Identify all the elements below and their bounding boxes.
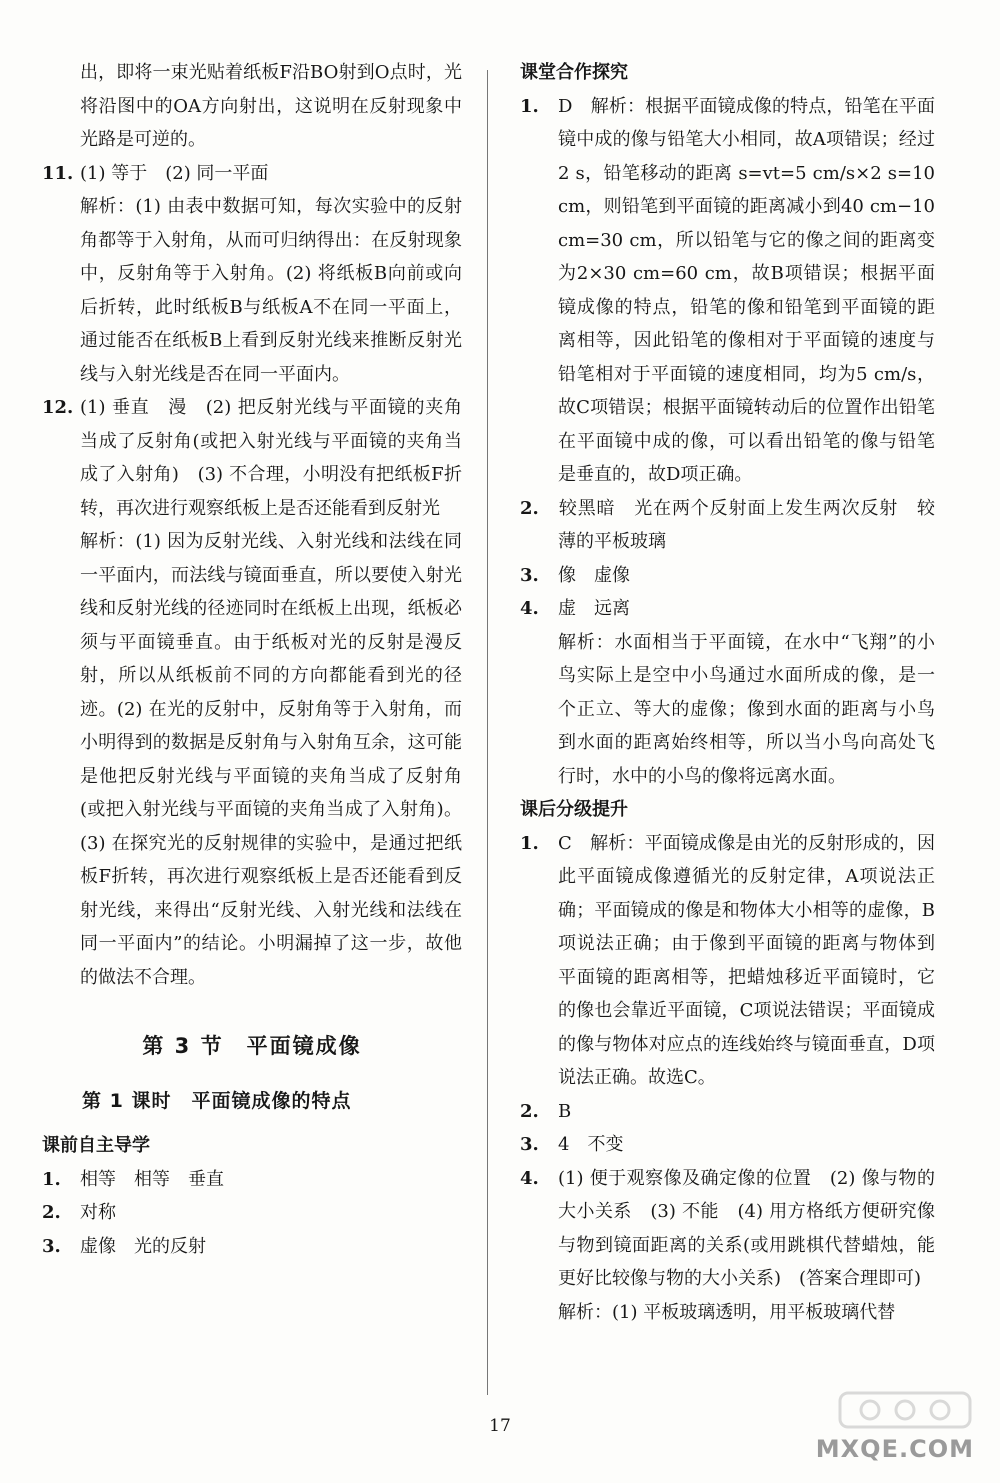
after-item-2 [520, 1095, 935, 1129]
q12-answer [42, 391, 462, 525]
class-item-2 [520, 492, 935, 559]
class-item-4-analysis: 解析：水面相当于平面镜，在水中“飞翔”的小鸟实际上是空中小鸟通过水面所成的像，是一个正立、等大的虚像；像到水面的距离与小鸟到水面的距离始终相等，所以当小鸟向高处飞行时，水中的小鸟的像将远离水面。 [558, 631, 935, 787]
q11-analysis: 解析：(1) 由表中数据可知，每次实验中的反射角都等于入射角，从而可归纳得出：在反射现象中，反射角等于入射角。(2) 将纸板B向前或向后折转，此时纸板B与纸板A不在同一平面上，通过能否在纸板B上看到反射光线来推断反射光线与入射光线是否在同一平面内。 [80, 196, 462, 385]
pre-item-3 [42, 1230, 462, 1264]
pre-item-1-number: 1. [42, 1168, 61, 1190]
after-item-4-analysis: 解析：(1) 平板玻璃透明，用平板玻璃代替 [558, 1301, 896, 1323]
right-column [520, 56, 935, 1329]
q11-answer-text: (1) 等于 (2) 同一平面 [80, 162, 269, 184]
q11-number: 11. [42, 162, 74, 184]
column-divider [487, 70, 488, 1395]
q12-analysis: 解析：(1) 因为反射光线、入射光线和法线在同一平面内，而法线与镜面垂直，所以要使入射光线和反射光线的径迹同时在纸板上出现，纸板必须与平面镜垂直。由于纸板对光的反射是漫反射，所以从纸板前不同的方向都能看到光的径迹。(2) 在光的反射中，反射角等于入射角，而小明得到的数据是反射角与入射角互余，这可能是他把反射光线与平面镜的夹角当成了反射角(或把入射光线与平面镜的夹角当成了入射角)。(3) 在探究光的反射规律的实验中，是通过把纸板F折转，再次进行观察纸板上是否还能看到反射光线，来得出“反射光线、入射光线和法线在同一平面内”的结论。小明漏掉了这一步，故他的做法不合理。 [80, 531, 462, 988]
in-class-heading: 课堂合作探究 [520, 62, 628, 83]
pre-class-heading: 课前自主导学 [42, 1135, 150, 1156]
after-item-3 [520, 1128, 935, 1162]
after-item-1-text: C 解析：平面镜成像是由光的反射形成的，因此平面镜成像遵循光的反射定律，A项说法正确；平面镜成的像是和物体大小相等的虚像，B项说法正确；由于像到平面镜的距离与物体到平面镜的距离相等，把蜡烛移近平面镜时，它的像也会靠近平面镜，C项说法错误；平面镜成的像与物体对应点的连线始终与镜面垂直，D项说法正确。故选C。 [558, 832, 935, 1088]
page-number: 17 [489, 1416, 511, 1436]
pre-item-3-number: 3. [42, 1235, 61, 1257]
after-item-1 [520, 827, 935, 1095]
class-item-3 [520, 559, 935, 593]
lesson-heading: 第 1 课时 平面镜成像的特点 [82, 1090, 352, 1112]
class-item-3-number: 3. [520, 564, 539, 586]
after-item-4-text: (1) 便于观察像及确定像的位置 (2) 像与物的大小关系 (3) 不能 (4) 用方格纸方便研究像与物到镜面距离的关系(或用跳棋代替蜡烛，能更好比较像与物的大小关系) (答案合理即可) [558, 1167, 935, 1289]
pre-item-2-text: 对称 [80, 1202, 116, 1223]
pre-item-1 [42, 1163, 462, 1197]
class-item-1-text: D 解析：根据平面镜成像的特点，铅笔在平面镜中成的像与铅笔大小相同，故A项错误；经过2 s，铅笔移动的距离 s=vt=5 cm/s×2 s=10 cm，则铅笔到平面镜的距离减小到40 cm−10 cm=30 cm，所以铅笔与它的像之间的距离变为2×30 cm=60 cm，故B项错误；根据平面镜成像的特点，铅笔的像和铅笔到平面镜的距离相等，因此铅笔的像相对于平面镜的速度与铅笔相对于平面镜的速度相同，均为5 cm/s，故C项错误；根据平面镜转动后的位置作出铅笔在平面镜中成的像，可以看出铅笔的像与铅笔是垂直的，故D项正确。 [558, 95, 935, 485]
after-class-heading: 课后分级提升 [520, 799, 628, 820]
after-item-3-number: 3. [520, 1134, 539, 1155]
left-column [42, 56, 462, 1263]
class-item-4 [520, 592, 935, 626]
after-item-4 [520, 1162, 935, 1296]
q11-answer [42, 157, 462, 191]
chapter-heading: 第 3 节 平面镜成像 [142, 1034, 362, 1058]
class-item-2-text: 较黑暗 光在两个反射面上发生两次反射 较薄的平板玻璃 [558, 497, 935, 552]
pre-item-2 [42, 1196, 462, 1230]
pre-item-2-number: 2. [42, 1202, 61, 1223]
q12-answer-text: (1) 垂直 漫 (2) 把反射光线与平面镜的夹角当成了反射角(或把入射光线与平面镜的夹角当成了入射角) (3) 不合理，小明没有把纸板F折转，再次进行观察纸板上是否还能看到反射光 [80, 397, 462, 519]
class-item-1 [520, 90, 935, 492]
watermark-text: MXQE.COM [815, 1435, 974, 1463]
pre-item-3-text: 虚像 光的反射 [80, 1235, 206, 1257]
after-item-1-number: 1. [520, 832, 539, 854]
q10-continuation: 出，即将一束光贴着纸板F沿BO射到O点时，光将沿图中的OA方向射出，这说明在反射现象中光路是可逆的。 [80, 62, 462, 150]
after-item-3-text: 4 不变 [558, 1134, 624, 1155]
q12-number: 12. [42, 397, 74, 418]
class-item-4-number: 4. [520, 598, 539, 619]
after-item-4-number: 4. [520, 1167, 539, 1189]
class-item-3-text: 像 虚像 [558, 564, 630, 586]
class-item-1-number: 1. [520, 95, 539, 117]
after-item-2-text: B [558, 1100, 572, 1122]
class-item-2-number: 2. [520, 497, 539, 519]
after-item-2-number: 2. [520, 1100, 539, 1122]
class-item-4-text: 虚 远离 [558, 598, 630, 619]
pre-item-1-text: 相等 相等 垂直 [80, 1168, 224, 1190]
